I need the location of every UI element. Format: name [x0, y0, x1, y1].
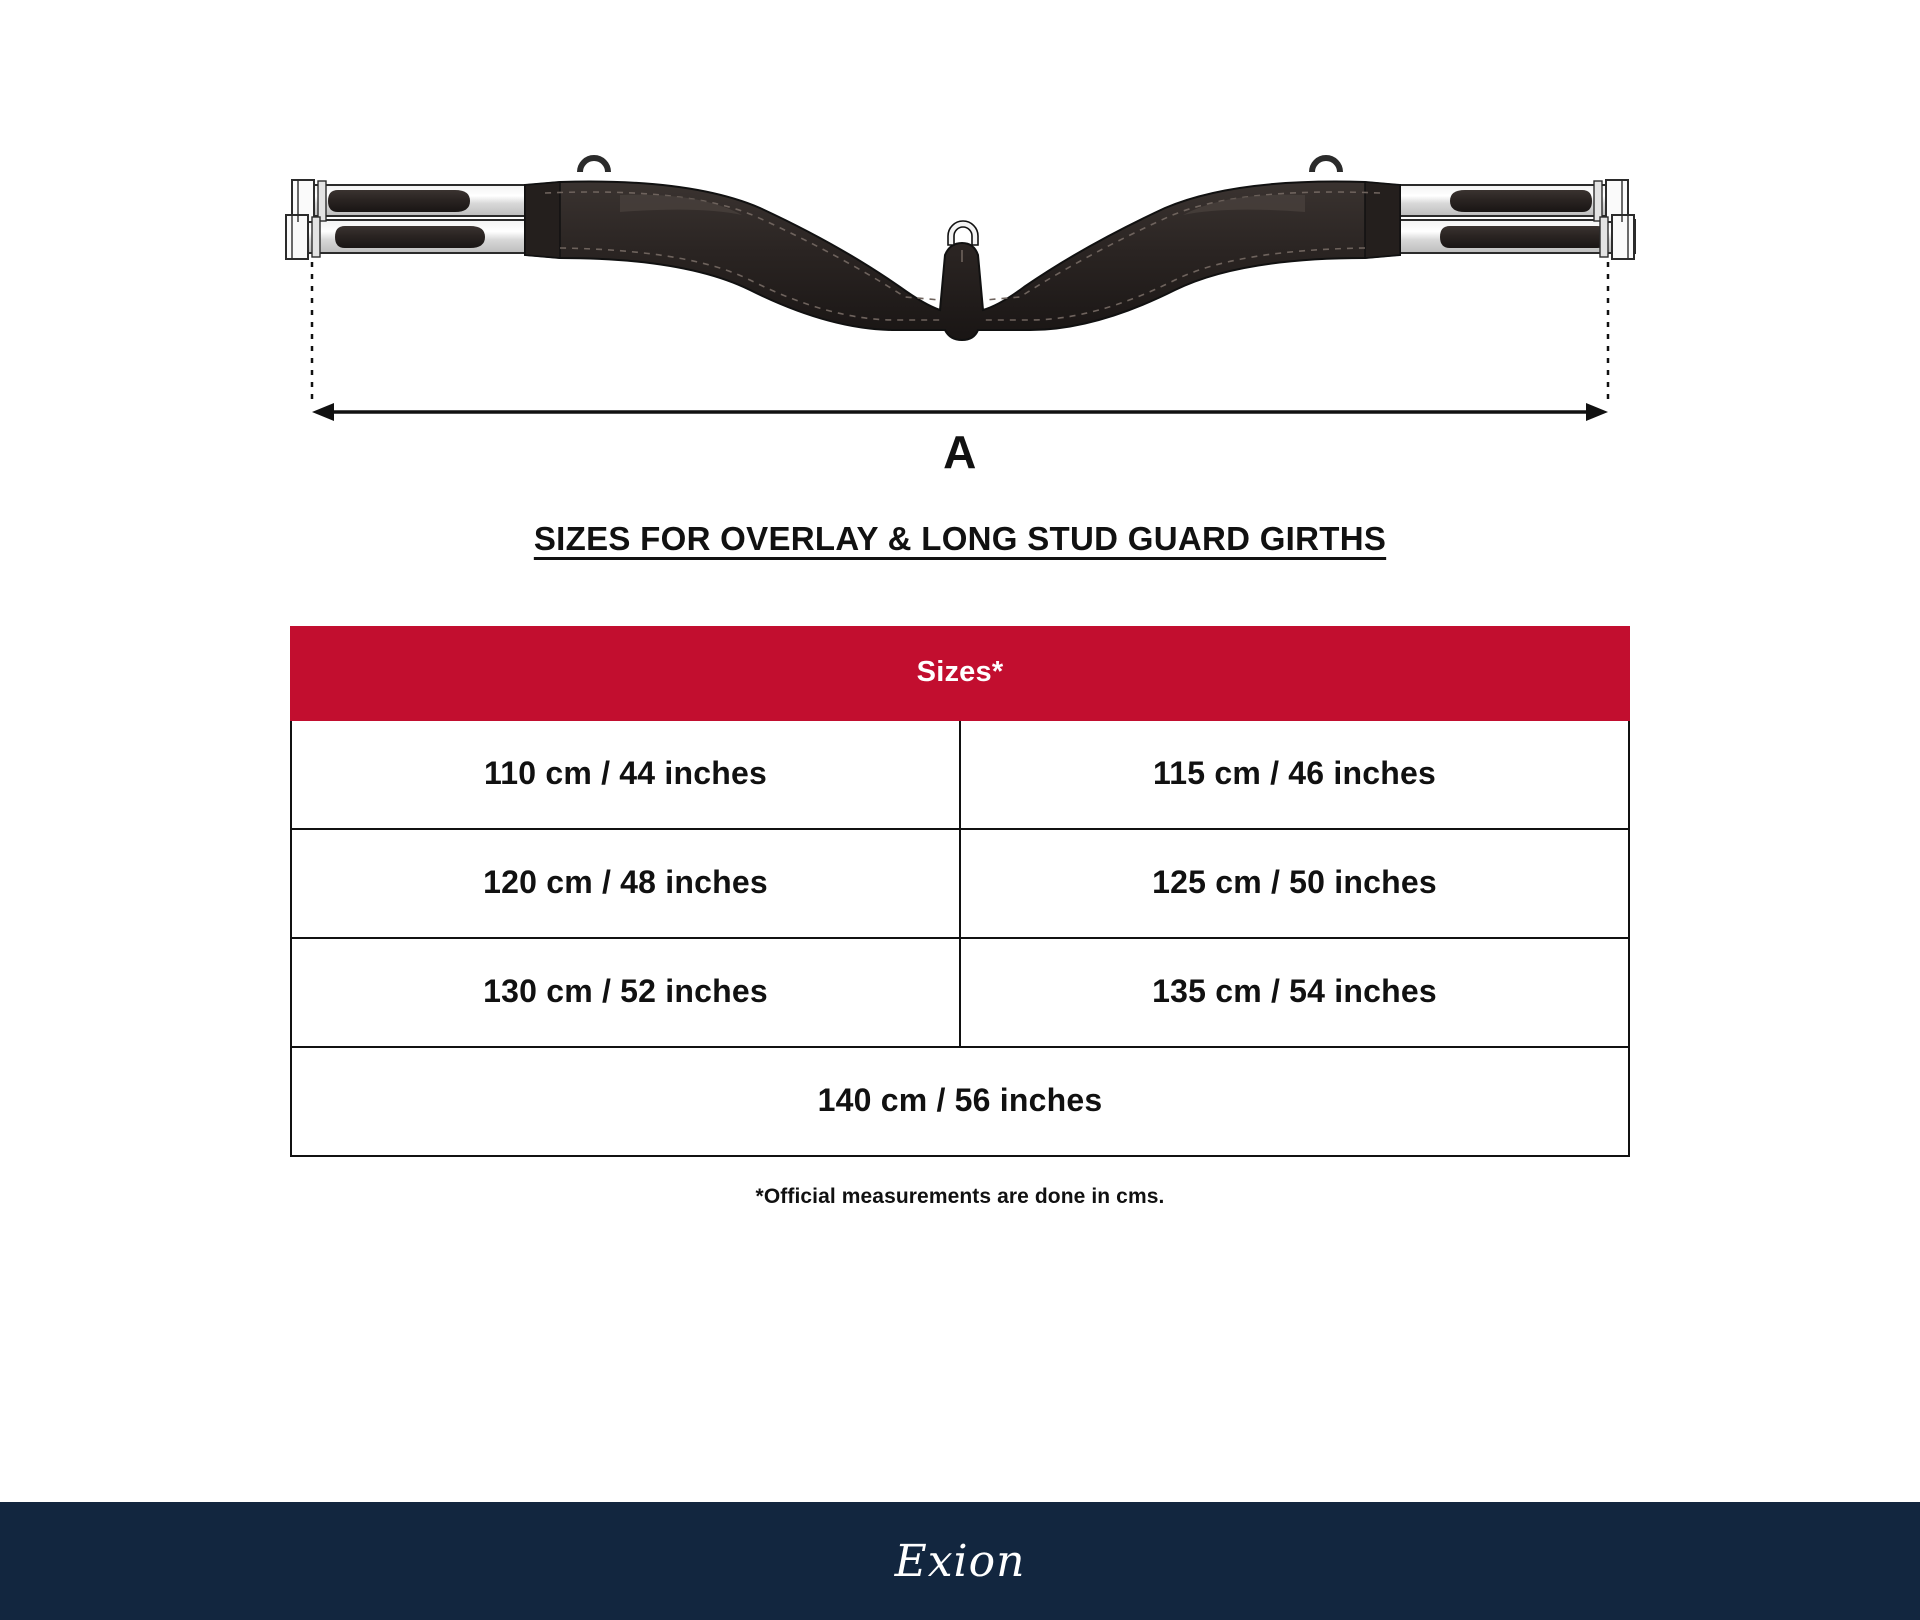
- d-ring-loops: [580, 158, 1340, 172]
- sizes-table: [290, 626, 1630, 1157]
- measurement-footnote: *Official measurements are done in cms.: [755, 1185, 1165, 1208]
- table-row: [291, 938, 1629, 1047]
- left-billet-straps: [286, 180, 540, 259]
- sizes-table-wrap: [290, 626, 1630, 1209]
- table-row: [291, 1047, 1629, 1156]
- overall-length-measure: [312, 403, 1608, 421]
- girth-diagram: [0, 0, 1920, 500]
- table-header-row: [291, 627, 1629, 720]
- right-billet-straps: [1380, 180, 1635, 259]
- size-cell: 110 cm / 44 inches: [291, 720, 960, 829]
- size-cell: 130 cm / 52 inches: [291, 938, 960, 1047]
- size-cell: 120 cm / 48 inches: [291, 829, 960, 938]
- table-header-sizes: Sizes*: [291, 627, 1629, 720]
- size-cell-full-width: 140 cm / 56 inches: [291, 1047, 1629, 1156]
- size-cell: 135 cm / 54 inches: [960, 938, 1629, 1047]
- girth-body: [525, 182, 1400, 340]
- brand-logo: Exion: [894, 1535, 1026, 1587]
- size-cell: 125 cm / 50 inches: [960, 829, 1629, 938]
- table-row: [291, 829, 1629, 938]
- dimension-label-a: A: [943, 426, 977, 478]
- footer-bar: [0, 1502, 1920, 1620]
- size-cell: 115 cm / 46 inches: [960, 720, 1629, 829]
- page-title: SIZES FOR OVERLAY & LONG STUD GUARD GIRTHS: [533, 520, 1387, 557]
- table-row: [291, 720, 1629, 829]
